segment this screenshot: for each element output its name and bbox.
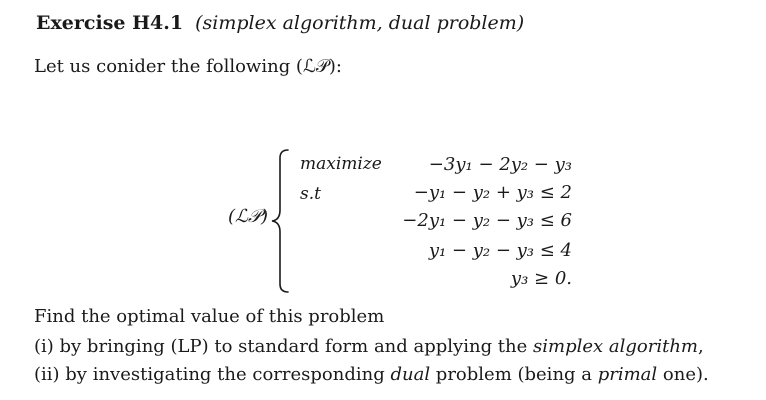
exercise-heading	[36, 12, 524, 34]
maximize-keyword: maximize	[300, 154, 382, 174]
task-line-3-emphasis-dual: dual	[390, 364, 431, 385]
constraint-nonnegativity: y₃ ≥ 0.	[510, 268, 572, 289]
subject-to-keyword: s.t	[300, 184, 321, 204]
task-line-2	[34, 336, 704, 357]
task-line-1: Find the optimal value of this problem	[34, 306, 385, 327]
left-brace	[268, 148, 292, 294]
task-line-3-end: one).	[657, 364, 709, 385]
objective-function: −3y₁ − 2y₂ − y₃	[428, 154, 572, 175]
task-line-3-text: (ii) by investigating the corresponding	[34, 364, 391, 385]
exercise-label: Exercise H4.1	[36, 12, 184, 34]
exercise-subtitle: (simplex algorithm, dual problem)	[195, 12, 525, 34]
constraint-2: −2y₁ − y₂ − y₃ ≤ 6	[402, 210, 572, 231]
intro-text: Let us conider the following (ℒ𝒫):	[34, 56, 342, 77]
task-line-2-emphasis: simplex algorithm	[533, 336, 698, 357]
constraint-1: −y₁ − y₂ + y₃ ≤ 2	[413, 182, 572, 203]
constraint-3: y₁ − y₂ − y₃ ≤ 4	[428, 240, 572, 261]
task-line-3	[34, 364, 709, 385]
task-line-2-text: (i) by bringing (LP) to standard form and applying the	[34, 336, 534, 357]
task-line-3-mid: problem (being a	[430, 364, 598, 385]
lp-name-label: (ℒ𝒫)	[228, 206, 268, 227]
task-line-2-end: ,	[698, 336, 704, 357]
task-line-3-emphasis-primal: primal	[597, 364, 658, 385]
